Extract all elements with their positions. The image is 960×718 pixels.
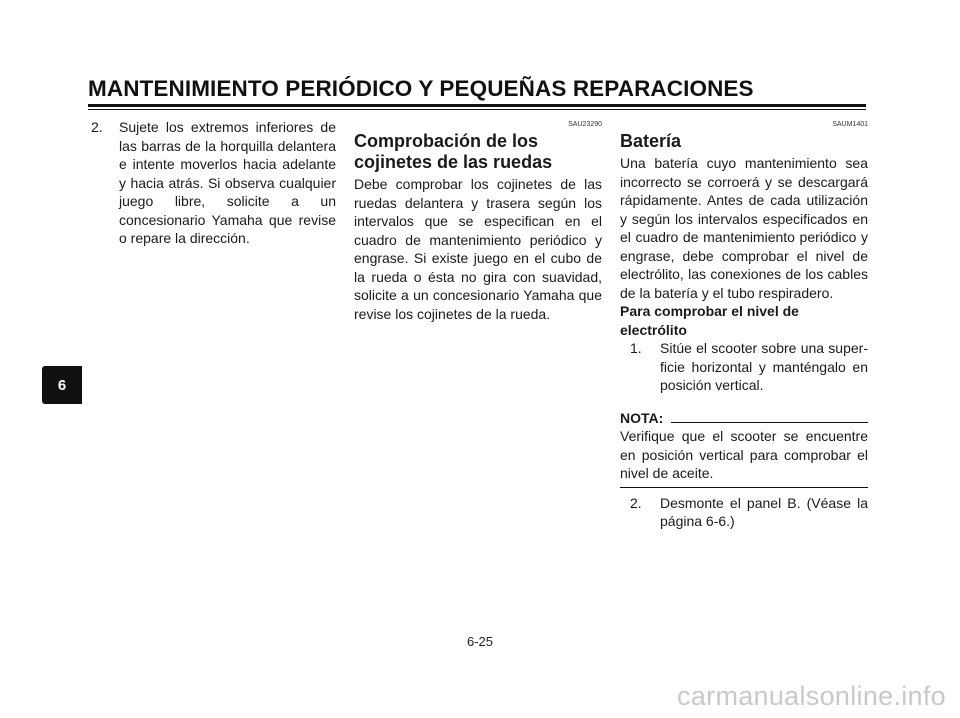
reference-code: SAUM1401 bbox=[832, 121, 868, 128]
page-header-title: MANTENIMIENTO PERIÓDICO Y PEQUEÑAS REPARACIONES bbox=[88, 76, 754, 101]
watermark: carmanualsonline.info bbox=[677, 681, 946, 711]
column-wheel-bearings bbox=[354, 118, 602, 323]
note-end-divider bbox=[620, 487, 868, 488]
header-rule bbox=[88, 104, 866, 107]
header-rule-thin bbox=[88, 109, 866, 110]
section-body: Una batería cuyo mantenimiento sea incorrecto se corroerá y se descargará rápidamente. Antes de cada utilización y según los intervalos especificados en el cuadro de mantenimiento periódico y engrase, debe comprobar el nivel de electrólito, las conexiones de los cables de la batería y el tubo respiradero. bbox=[620, 155, 868, 301]
column-steering bbox=[88, 118, 336, 248]
list-number: 2. bbox=[91, 119, 103, 135]
subsection-title: Para comprobar el nivel de electrólito bbox=[620, 303, 799, 338]
list-text: Sitúe el scooter sobre una superficie horizontal y manténgalo en posición vertical. bbox=[660, 340, 868, 393]
section-title: Comprobación de los cojinetes de las ruedas bbox=[354, 131, 553, 172]
chapter-tab: 6 bbox=[42, 366, 82, 404]
list-item bbox=[620, 494, 868, 531]
section-title: Batería bbox=[620, 131, 682, 151]
list-item bbox=[620, 339, 868, 395]
column-battery bbox=[620, 118, 868, 531]
note-header bbox=[620, 409, 868, 428]
list-number: 2. bbox=[630, 494, 642, 511]
page-number: 6-25 bbox=[466, 634, 494, 649]
reference-code: SAU23290 bbox=[568, 121, 602, 128]
note-label: NOTA: bbox=[620, 409, 664, 426]
list-text: Sujete los extremos inferiores de las barras de la horquilla delantera e intente moverlos hacia adelante y hacia atrás. Si observa cualquier juego libre, solicite a un concesionario Yamaha que revise o repare la dirección. bbox=[119, 119, 336, 246]
note-text: Verifique que el scooter se encuentre en posición vertical para comprobar el nivel de aceite. bbox=[620, 428, 868, 481]
section-body: Debe comprobar los cojinetes de las ruedas delantera y trasera según los intervalos que se especifican en el cuadro de mantenimiento periódico y engrase. Si existe juego en el cubo de la rueda o ésta no gira con suavidad, solicite a un concesionario Yamaha que revise los cojinetes de la rueda. bbox=[354, 176, 602, 322]
list-number: 1. bbox=[630, 340, 642, 356]
note-divider bbox=[671, 422, 868, 423]
list-text: Desmonte el panel B. (Véase la página 6-6.) bbox=[660, 494, 868, 529]
list-item bbox=[88, 118, 336, 248]
